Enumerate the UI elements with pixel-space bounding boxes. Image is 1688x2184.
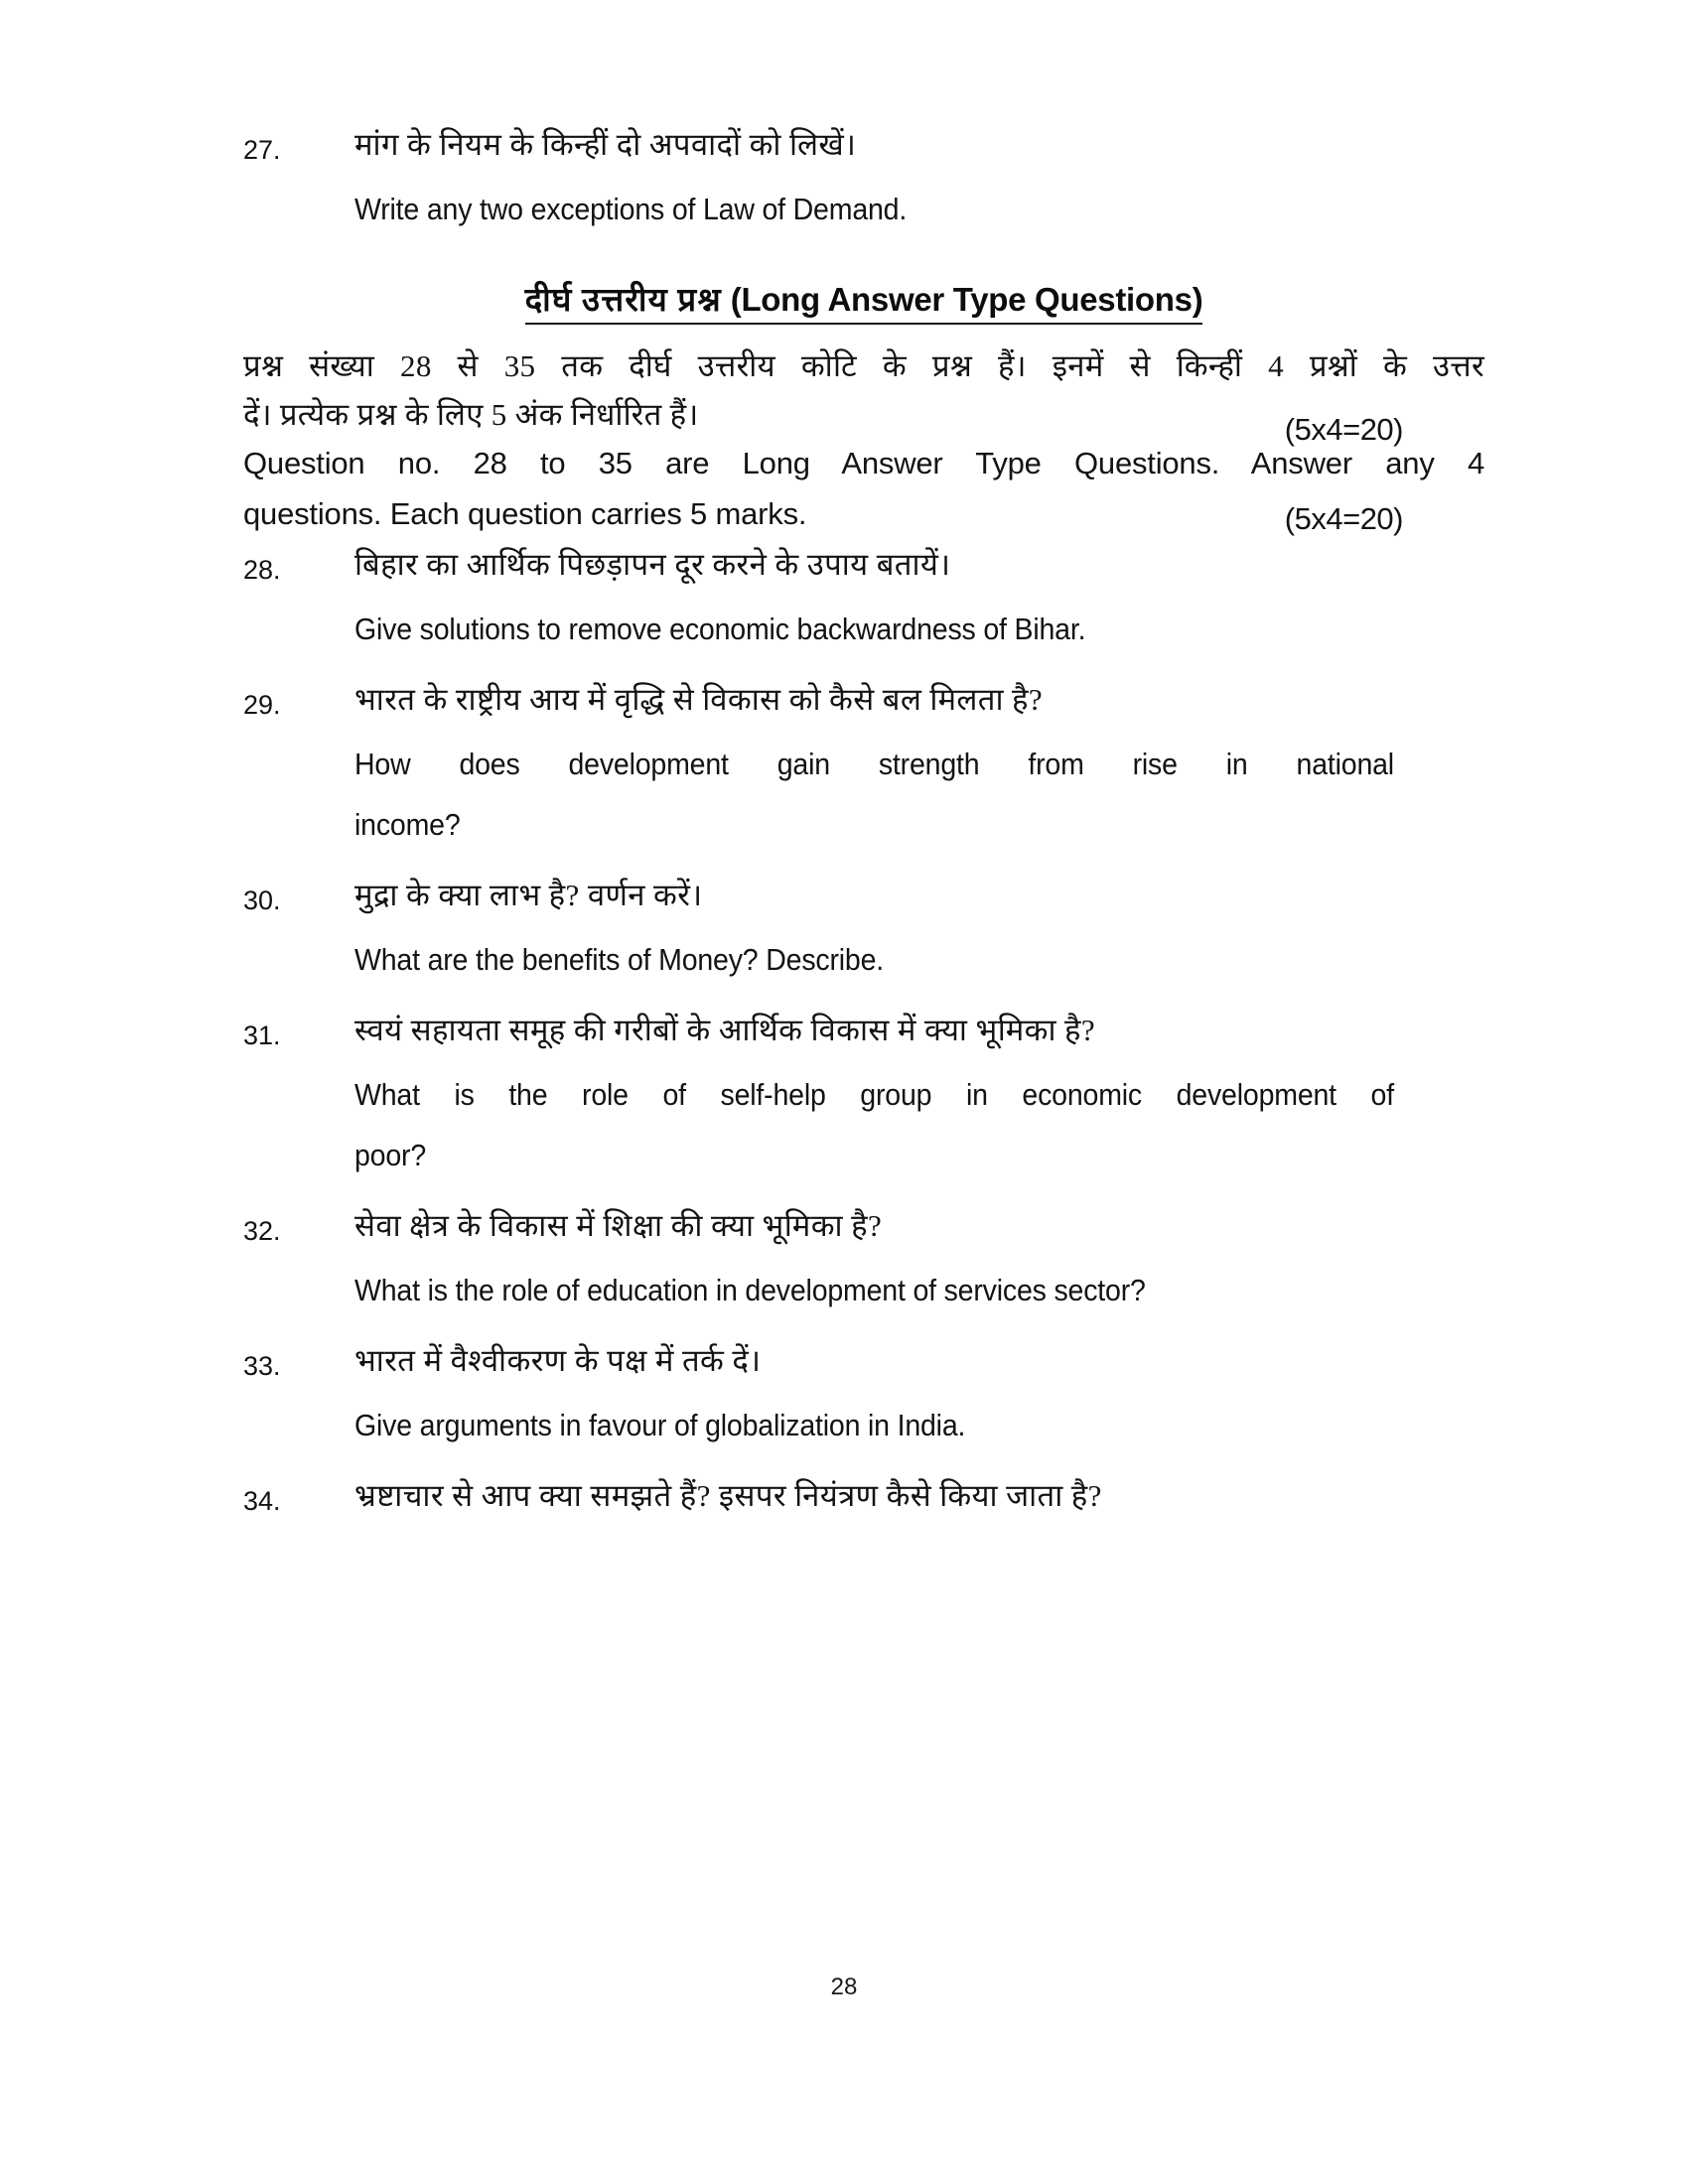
question-text-hindi: भ्रष्टाचार से आप क्या समझते हैं? इसपर नियंत्रण कैसे किया जाता है? — [354, 1478, 1102, 1513]
instructions-hindi-block — [243, 350, 1484, 448]
question-text-hindi: बिहार का आर्थिक पिछड़ापन दूर करने के उपाय बतायें। — [354, 547, 951, 582]
question-body — [354, 1015, 1484, 1170]
question-number: 30. — [243, 886, 281, 915]
question-list — [243, 549, 1484, 1557]
instructions-english-line-2: questions. Each question carries 5 marks. — [243, 496, 807, 531]
question-text-hindi: भारत के राष्ट्रीय आय में वृद्धि से विकास को कैसे बल मिलता है? — [354, 682, 1044, 717]
question-body — [354, 1345, 1484, 1440]
question-text-english: What are the benefits of Money? Describe. — [354, 942, 885, 977]
section-heading-underline — [525, 276, 1203, 325]
question-body — [354, 684, 1484, 840]
question-item-29 — [243, 684, 1484, 840]
question-text-english: income? — [354, 807, 461, 842]
marks-hindi: (5x4=20) — [1284, 412, 1403, 447]
question-number: 34. — [243, 1486, 281, 1516]
question-number: 28. — [243, 555, 281, 585]
question-text-english: Give arguments in favour of globalization in India. — [354, 1408, 966, 1442]
question-spacer — [243, 644, 1484, 684]
instructions-hindi-line-2: दें। प्रत्येक प्रश्न के लिए 5 अंक निर्धारित हैं। — [243, 397, 699, 432]
question-item-28 — [243, 549, 1484, 644]
question-text-hindi: मुद्रा के क्या लाभ है? वर्णन करें। — [354, 878, 703, 912]
question-item-33 — [243, 1345, 1484, 1440]
question-body — [354, 129, 1484, 224]
section-heading-hindi: दीर्घ उत्तरीय प्रश्न — [524, 283, 722, 319]
section-heading-english-spacer — [722, 281, 731, 318]
question-body — [354, 549, 1484, 644]
instructions-english-line-1: Question no. 28 to 35 are Long Answer Type Questions. Answer any 4 — [243, 446, 1484, 480]
question-spacer — [243, 975, 1484, 1015]
question-body — [354, 1210, 1484, 1305]
question-text-english: How does development gain strength from rise in national — [354, 747, 1394, 781]
question-item-34 — [243, 1480, 1484, 1517]
question-text-hindi: सेवा क्षेत्र के विकास में शिक्षा की क्या भूमिका है? — [354, 1208, 883, 1243]
section-heading-english: (Long Answer Type Questions) — [730, 281, 1203, 318]
question-spacer — [243, 1440, 1484, 1480]
instructions-hindi-line-1: प्रश्न संख्या 28 से 35 तक दीर्घ उत्तरीय कोटि के प्रश्न हैं। इनमें से किन्हीं 4 प्रश्नों के उत्तर — [243, 348, 1484, 383]
question-number: 31. — [243, 1021, 281, 1050]
question-spacer — [243, 1305, 1484, 1345]
question-body — [354, 880, 1484, 975]
question-item-30 — [243, 880, 1484, 975]
question-item-31 — [243, 1015, 1484, 1170]
question-item-32 — [243, 1210, 1484, 1305]
question-spacer — [243, 1170, 1484, 1210]
question-spacer — [243, 1517, 1484, 1557]
marks-english: (5x4=20) — [1284, 501, 1403, 536]
question-body — [354, 1480, 1484, 1515]
question-number: 32. — [243, 1216, 281, 1246]
question-text-hindi: भारत में वैश्वीकरण के पक्ष में तर्क दें। — [354, 1343, 762, 1378]
instructions-english-block — [243, 448, 1484, 549]
question-item-27 — [243, 129, 1484, 224]
question-number: 27. — [243, 135, 281, 165]
question-text-english: Write any two exceptions of Law of Demand. — [354, 192, 908, 226]
question-spacer — [243, 840, 1484, 880]
question-text-hindi: मांग के नियम के किन्हीं दो अपवादों को लिखें। — [354, 127, 857, 162]
question-text-english: What is the role of self-help group in economic development of — [354, 1077, 1394, 1112]
question-text-english: What is the role of education in development of services sector? — [354, 1273, 1146, 1307]
section-heading — [243, 276, 1484, 325]
question-number: 29. — [243, 690, 281, 720]
question-text-english: poor? — [354, 1138, 427, 1172]
question-text-hindi: स्वयं सहायता समूह की गरीबों के आर्थिक विकास में क्या भूमिका है? — [354, 1013, 1096, 1047]
question-text-english: Give solutions to remove economic backwardness of Bihar. — [354, 612, 1086, 646]
page-number: 28 — [830, 1974, 858, 2000]
question-number: 33. — [243, 1351, 281, 1381]
